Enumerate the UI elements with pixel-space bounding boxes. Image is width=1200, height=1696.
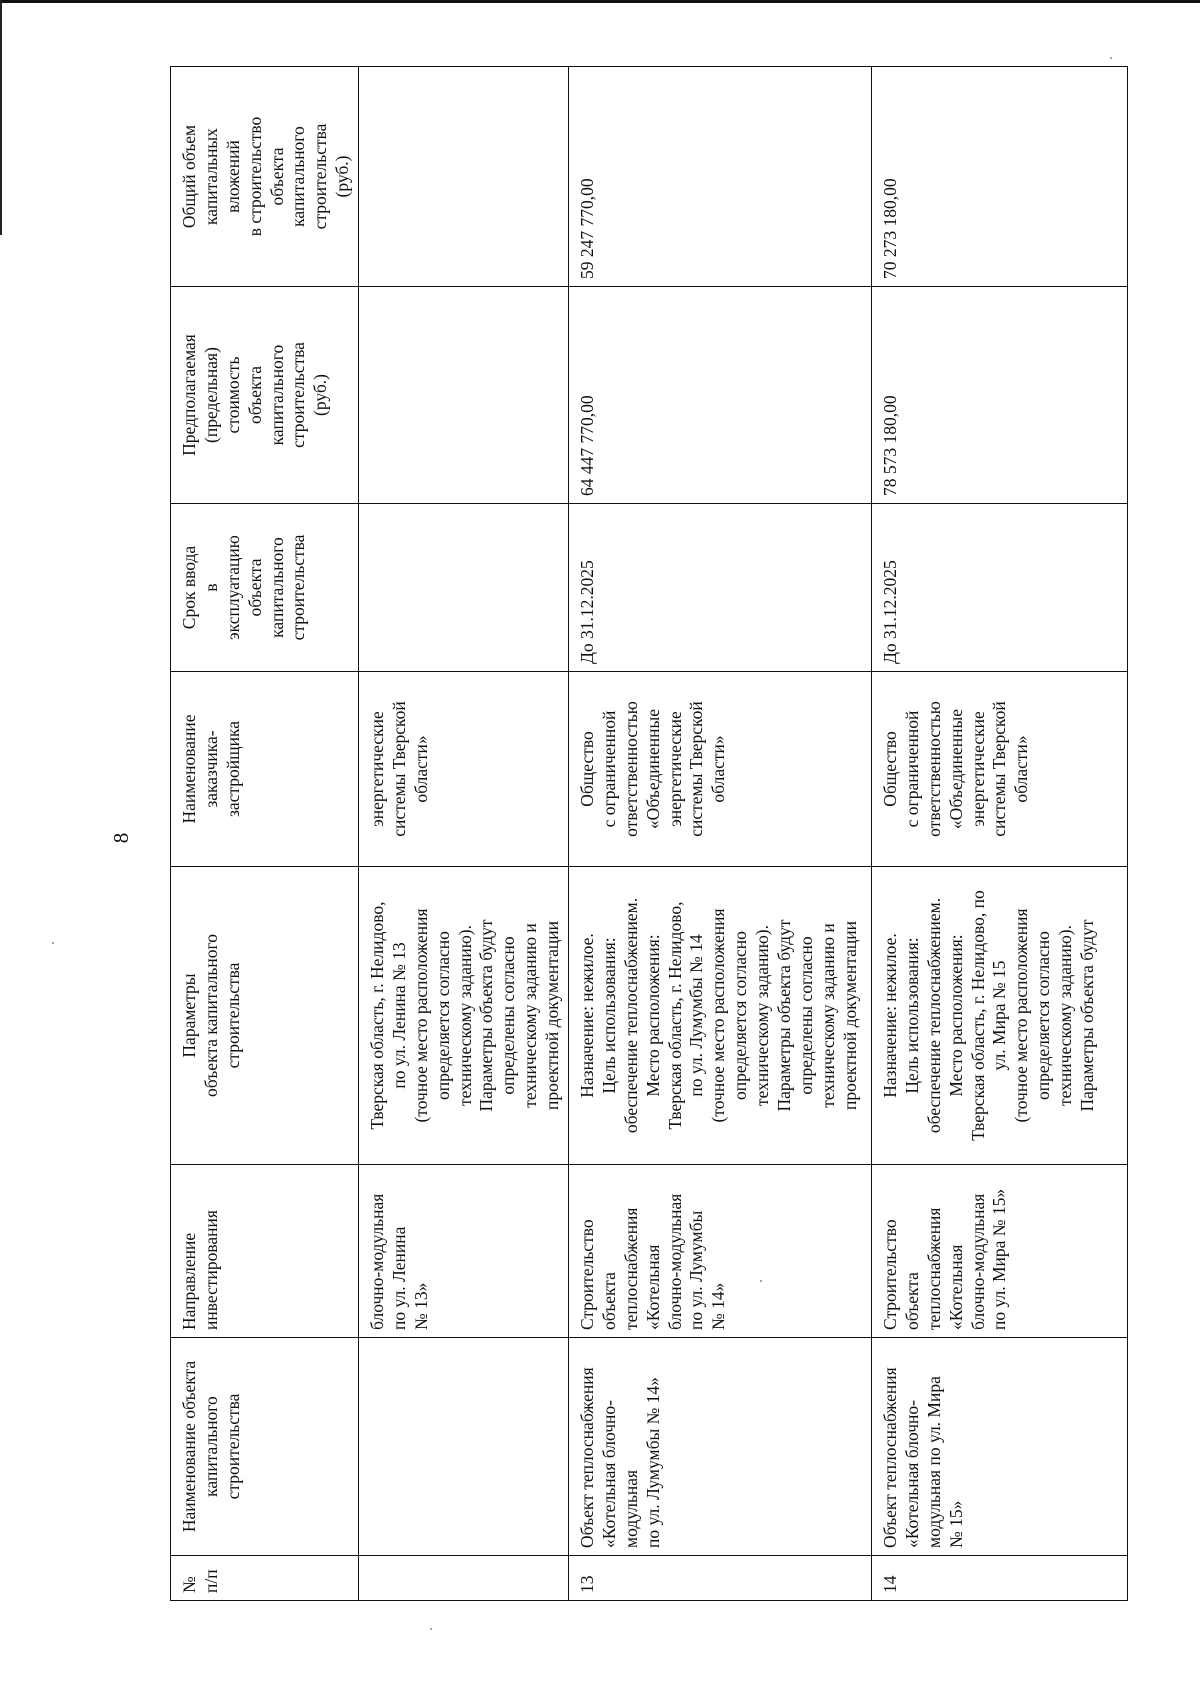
row-cell-name — [359, 1338, 569, 1556]
scan-edge-top — [0, 0, 1200, 3]
row-cell-est-cost — [359, 287, 569, 504]
row-cell-total-invest: 59 247 770,00 — [569, 67, 872, 287]
row-cell-direction: блочно-модульная по ул. Ленина № 13» — [359, 1165, 569, 1338]
row-cell-name: Объект теплоснабжения «Котельная блочно- модульная по ул. Лумумбы № 14» — [569, 1338, 872, 1556]
table-row — [569, 67, 872, 1601]
header-cell-direction: Направление инвестирования — [171, 1165, 359, 1338]
header-cell-term: Срок ввода в эксплуатацию объекта капитального строительства — [171, 504, 359, 672]
scan-speck — [430, 1628, 432, 1630]
scan-speck — [1110, 57, 1112, 59]
scan-edge-left — [0, 0, 2, 235]
header-row — [171, 67, 359, 1601]
row-cell-customer: Общество с ограниченной ответственностью «Объединенные энергетические системы Тверской области» — [872, 672, 1128, 867]
header-cell-customer: Наименование заказчика- застройщика — [171, 672, 359, 867]
row-cell-term — [359, 504, 569, 672]
row-cell-params: Назначение: нежилое. Цель использования: обеспечение теплоснабжением. Место расположения: Тверская область, г. Нелидово, по ул. Мира № 15 (точное место расположения определяется согласно техническому заданию). Параметры объекта будут — [872, 867, 1128, 1165]
row-cell-params: Тверская область, г. Нелидово, по ул. Ленина № 13 (точное место расположения определяется согласно техническому заданию). Параметры объекта будут определены согласно техническому заданию и проектной документации — [359, 867, 569, 1165]
row-cell-est-cost: 78 573 180,00 — [872, 287, 1128, 504]
table-row — [359, 67, 569, 1601]
row-cell-term: До 31.12.2025 — [569, 504, 872, 672]
row-cell-total-invest — [359, 67, 569, 287]
row-cell-num: 14 — [872, 1556, 1128, 1601]
header-cell-name: Наименование объекта капитального строительства — [171, 1338, 359, 1556]
row-cell-params: Назначение: нежилое. Цель использования: обеспечение теплоснабжением. Место расположения: Тверская область, г. Нелидово, по ул. Лумумбы № 14 (точное место расположения определяется согласно техническому заданию). Параметры объекта будут определены согласно техническому заданию и проектной документации — [569, 867, 872, 1165]
row-cell-est-cost: 64 447 770,00 — [569, 287, 872, 504]
scan-speck — [52, 942, 54, 944]
row-cell-num: 13 — [569, 1556, 872, 1601]
row-cell-customer: Общество с ограниченной ответственностью «Объединенные энергетические системы Тверской области» — [569, 672, 872, 867]
rotated-table-container — [170, 67, 1122, 1601]
row-cell-num — [359, 1556, 569, 1601]
row-cell-name: Объект теплоснабжения «Котельная блочно- модульная по ул. Мира № 15» — [872, 1338, 1128, 1556]
header-cell-est-cost: Предполагаемая (предельная) стоимость объекта капитального строительства (руб.) — [171, 287, 359, 504]
capital-construction-table — [170, 66, 1128, 1601]
header-cell-num: № п/п — [171, 1556, 359, 1601]
row-cell-total-invest: 70 273 180,00 — [872, 67, 1128, 287]
header-cell-total-invest: Общий объем капитальных вложений в строительство объекта капитального строительства (руб.) — [171, 67, 359, 287]
row-cell-term: До 31.12.2025 — [872, 504, 1128, 672]
row-cell-direction: Строительство объекта теплоснабжения «Котельная блочно-модульная по ул. Лумумбы № 14» — [569, 1165, 872, 1338]
header-cell-params: Параметры объекта капитального строительства — [171, 867, 359, 1165]
row-cell-direction: Строительство объекта теплоснабжения «Котельная блочно-модульная по ул. Мира № 15» — [872, 1165, 1128, 1338]
row-cell-customer: энергетические системы Тверской области» — [359, 672, 569, 867]
page-number: 8 — [108, 832, 133, 844]
table-row — [872, 67, 1128, 1601]
